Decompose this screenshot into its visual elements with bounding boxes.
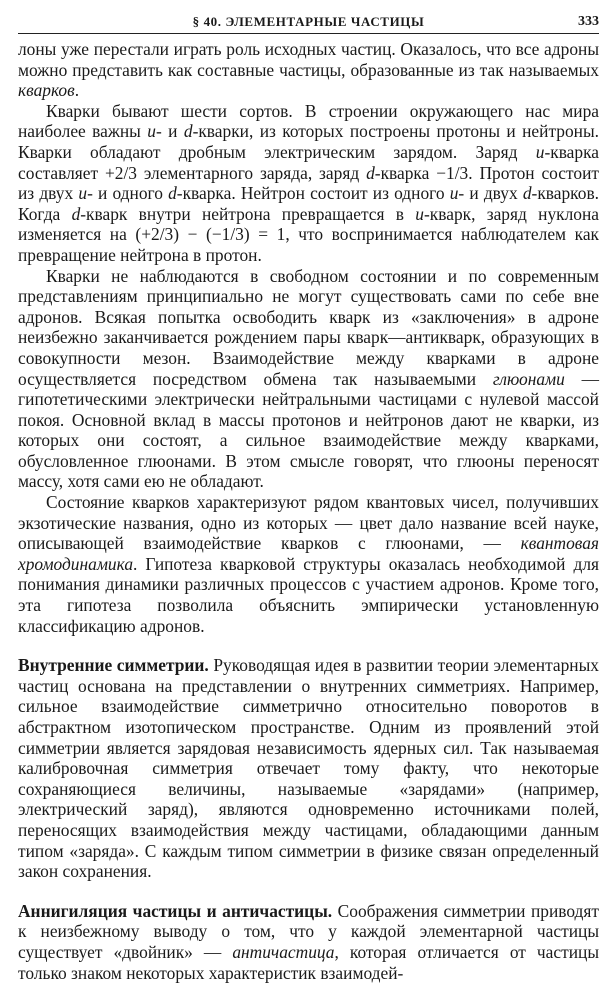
page-number: 333 <box>578 14 599 29</box>
running-header <box>18 0 599 34</box>
subheading-annihilation: Аннигиляция частицы и античастицы. <box>18 900 333 921</box>
paragraph-quantum-numbers: Состояние кварков характеризуют рядом квантовых чисел, получивших экзотические названия, одно из которых — цвет дало название всей науке, описывающей взаимодействие кварков с глюонами, — квантовая хромодинамика. Гипотеза кварковой структуры оказалась необходимой для понимания динамики различных процессов с участием адронов. Кроме того, эта гипотеза позволила объяснить эмпирически установленную классификацию адронов. <box>18 492 599 636</box>
section-title: § 40. ЭЛЕМЕНТАРНЫЕ ЧАСТИЦЫ <box>192 14 425 29</box>
paragraph-quark-types: Кварки бывают шести сортов. В строении окружающего нас мира наиболее важны u- и d-кварки, из которых построены протоны и нейтроны. Кварки обладают дробным электрическим зарядом. Заряд u-кварка составляет +2/3 элементарного заряда, заряд d-кварка −1/3. Протон состоит из двух u- и одного d-кварка. Нейтрон состоит из одного u- и двух d-кварков. Когда d-кварк внутри нейтрона превращается в u-кварк, заряд нуклона изменяется на (+2/3) − (−1/3) = 1, что воспринимается наблюдателем как превращение нейтрона в протон. <box>18 100 600 265</box>
paragraph-confinement: Кварки не наблюдаются в свободном состоянии и по современным представлениям принципиально не могут существовать сами по себе вне адронов. Всякая попытка освободить кварк из «заключения» в адроне неизбежно заканчивается рождением пары кварк—антикварк, образующих в совокупности мезон. Взаимодействие между кварками в адроне осуществляется посредством обмена так называемыми глюонами — гипотетическими электрически нейтральными частицами с нулевой массой покоя. Основной вклад в массы протонов и нейтронов дают не кварки, из которых они состоят, а сильное взаимодействие между кварками, обусловленное глюонами. В этом смысле говорят, что глюоны переносят массу, хотя сами ею не обладают. <box>18 265 599 492</box>
term-qcd: квантовая хромодинамика <box>18 533 599 574</box>
subheading-internal-symmetries: Внутренние симметрии. <box>18 655 209 676</box>
paragraph-hadrons-composite: лоны уже перестали играть роль исходных частиц. Оказалось, что все адроны можно представить как составные частицы, образованные из так называемых кварков. <box>18 39 599 101</box>
paragraph-annihilation: Аннигиляция частицы и античастицы. Соображения симметрии приводят к неизбежному выводу о том, что у каждой элементарной частицы существует «двойник» — античастица, которая отличается от частицы только знаком некоторых характеристик взаимодей- <box>18 900 600 983</box>
page-body <box>18 39 599 983</box>
paragraph-internal-symmetries: Внутренние симметрии. Руководящая идея в развитии теории элементарных частиц основана на представлении о внутренних симметриях. Например, сильное взаимодействие симметрично относительно поворотов в абстрактном изотопическом пространстве. Одним из проявлений этой симметрии является зарядовая независимость ядерных сил. Так называемая калибровочная симметрия отвечает тому факту, что некоторые сохраняющиеся величины, называемые «зарядами» (например, электрический заряд), являются одновременно источниками полей, переносящих взаимодействия между частицами, обладающими данным типом «заряда». С каждым типом симметрии в физике связан определенный закон сохранения. <box>18 655 599 882</box>
term-antiparticle: античастица <box>232 941 335 962</box>
term-quarks: кварков <box>18 80 75 101</box>
term-gluons: глюонами <box>492 368 565 389</box>
